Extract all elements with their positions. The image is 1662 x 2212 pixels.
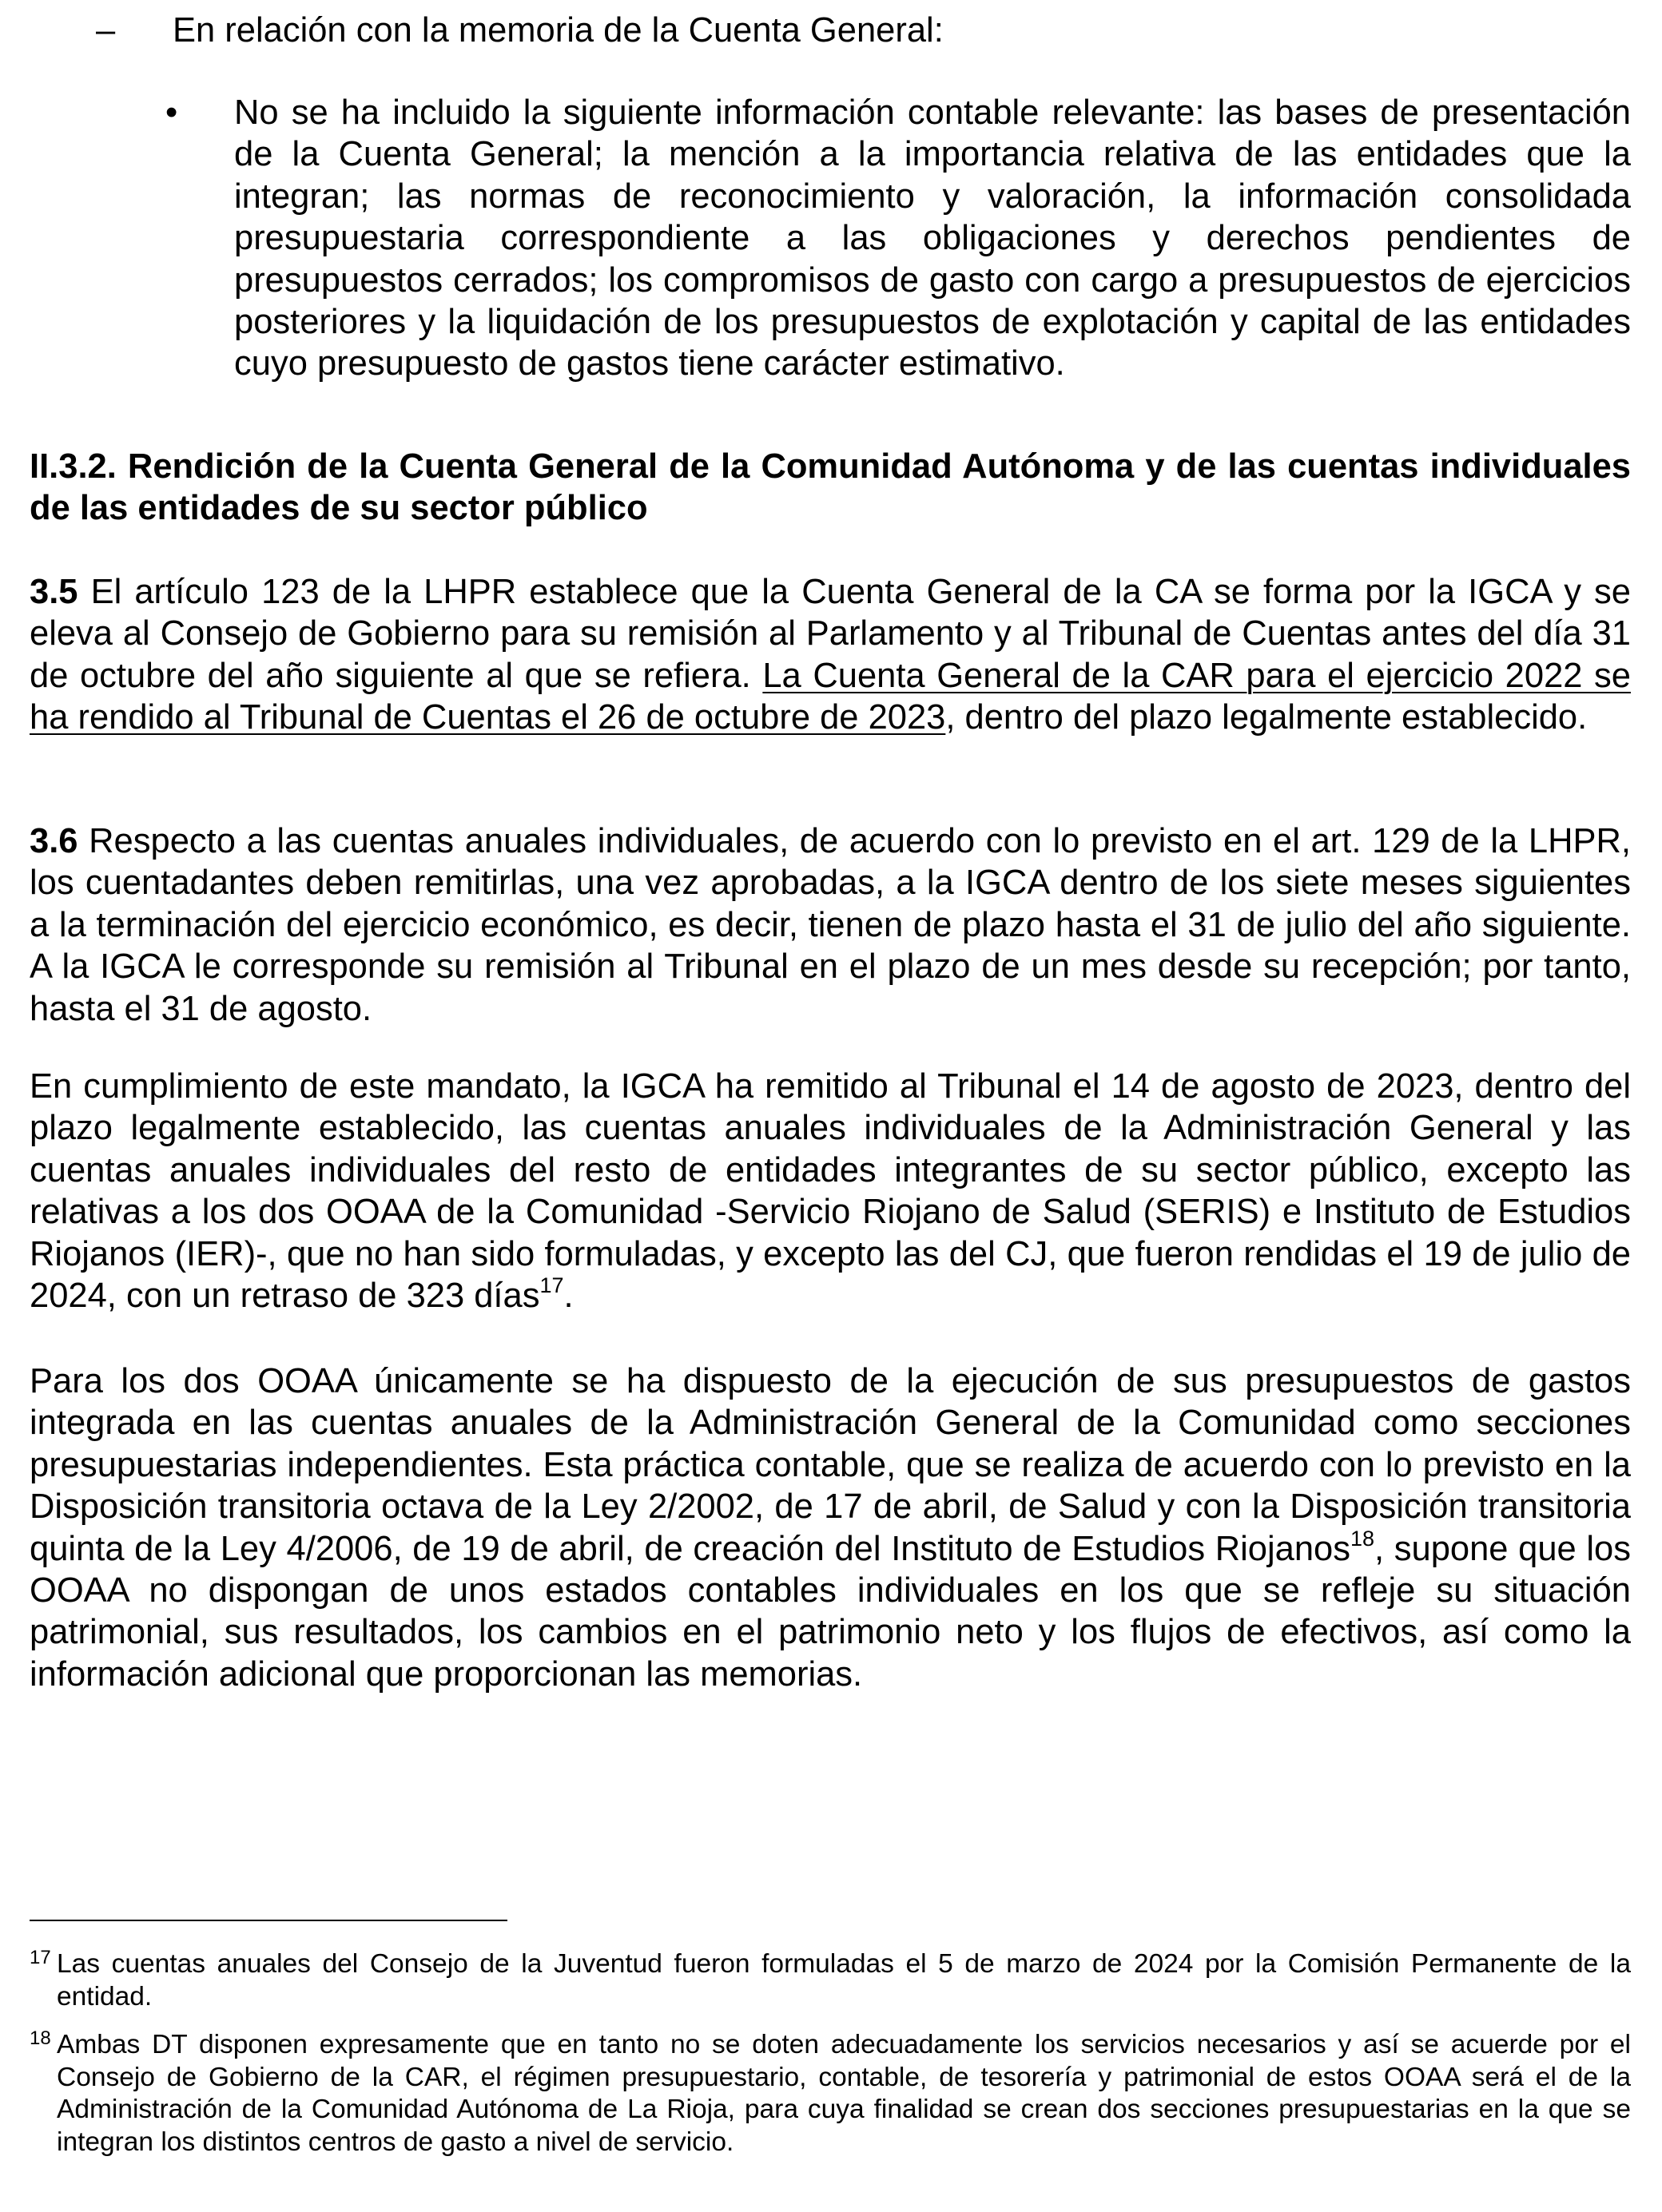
footnote-number: 17 — [30, 1947, 51, 1968]
paragraph-number: 3.5 — [30, 573, 78, 611]
paragraph-text: , dentro del plazo legalmente establecido. — [945, 698, 1588, 737]
footnote-ref-18[interactable]: 18 — [1350, 1526, 1375, 1551]
paragraph-number: 3.6 — [30, 822, 78, 860]
paragraph-ooaa — [30, 1360, 1631, 1695]
paragraph-text: En cumplimiento de este mandato, la IGCA ha remitido al Tribunal el 14 de agosto de 2023, dentro del plazo legalmente establecido, las cuentas anuales individuales de la Administración General y las cuentas anuales individuales del resto de entidades integrantes de su sector público, excepto las relativas a los dos OOAA de la Comunidad -Servicio Riojano de Salud (SERIS) e Instituto de Estudios Riojanos (IER)-, que no han sido formuladas, y excepto las del CJ, que fueron rendidas el 19 de julio de 2024, con un retraso de 323 días — [30, 1067, 1631, 1316]
bullet-marker: • — [165, 93, 178, 132]
paragraph-3-5 — [30, 571, 1631, 739]
footnote-17 — [30, 1948, 1631, 2013]
paragraph-text: Para los dos OOAA únicamente se ha dispuesto de la ejecución de sus presupuestos de gastos integrada en las cuentas anuales de la Administración General de la Comunidad como secciones presupuestarias independientes. Esta práctica contable, que se realiza de acuerdo con lo previsto en la Disposición transitoria octava de la Ley 2/2002, de 17 de abril, de Salud y con la Disposición transitoria quinta de la Ley 4/2006, de 19 de abril, de creación del Instituto de Estudios Riojanos — [30, 1362, 1631, 1568]
paragraph-text: . — [563, 1277, 574, 1316]
dash-list-text: En relación con la memoria de la Cuenta General: — [173, 11, 944, 50]
paragraph-compliance — [30, 1066, 1631, 1316]
section-heading: II.3.2. Rendición de la Cuenta General de la Comunidad Autónoma y de las cuentas individuales de las entidades de su sector público — [30, 447, 1631, 528]
footnote-18 — [30, 2029, 1631, 2158]
paragraph-text: , supone que los OOAA no dispongan de unos estados contables individuales en los que se refleje su situación patrimonial, sus resultados, los cambios en el patrimonio neto y los flujos de efectivos, así como la información adicional que proporcionan las memorias. — [30, 1529, 1631, 1694]
paragraph-text: El artículo 123 de la LHPR establece que la Cuenta General de la CA se forma por la IGCA y se eleva al Consejo de Gobierno para su remisión al Parlamento y al Tribunal de Cuentas antes del día 31 de octubre del año siguiente al que se refiera. — [30, 573, 1631, 695]
footnote-separator — [30, 1920, 507, 1921]
footnote-number: 18 — [30, 2027, 51, 2049]
footnote-text: Las cuentas anuales del Consejo de la Juventud fueron formuladas el 5 de marzo de 2024 por la Comisión Permanente de la entidad. — [57, 1949, 1631, 2011]
bullet-list-item — [165, 92, 1631, 385]
paragraph-text: Respecto a las cuentas anuales individuales, de acuerdo con lo previsto en el art. 129 de la LHPR, los cuentadantes deben remitirlas, una vez aprobadas, a la IGCA dentro de los siete meses siguientes a la terminación del ejercicio económico, es decir, tienen de plazo hasta el 31 de julio del año siguiente. A la IGCA le corresponde su remisión al Tribunal en el plazo de un mes desde su recepción; por tanto, hasta el 31 de agosto. — [30, 822, 1631, 1028]
bullet-list-text: No se ha incluido la siguiente información contable relevante: las bases de presentación de la Cuenta General; la mención a la importancia relativa de las entidades que la integran; las normas de reconocimiento y valoración, la información consolidada presupuestaria correspondiente a las obligaciones y derechos pendientes de presupuestos cerrados; los compromisos de gasto con cargo a presupuestos de ejercicios posteriores y la liquidación de los presupuestos de explotación y capital de las entidades cuyo presupuesto de gastos tiene carácter estimativo. — [234, 93, 1631, 383]
footnote-text: Ambas DT disponen expresamente que en tanto no se doten adecuadamente los servicios necesarios y así se acuerde por el Consejo de Gobierno de la CAR, el régimen presupuestario, contable, de tesorería y patrimonial de estos OOAA será el de la Administración de la Comunidad Autónoma de La Rioja, para cuya finalidad se crean dos secciones presupuestarias en la que se integran los distintos centros de gasto a nivel de servicio. — [57, 2030, 1631, 2157]
paragraph-3-6 — [30, 820, 1631, 1030]
footnote-ref-17[interactable]: 17 — [539, 1273, 564, 1298]
dash-marker: – — [96, 11, 116, 50]
underlined-text: La Cuenta General de la CAR para el ejercicio 2022 se ha rendido al Tribunal de Cuentas el 26 de octubre de 2023 — [30, 656, 1631, 737]
